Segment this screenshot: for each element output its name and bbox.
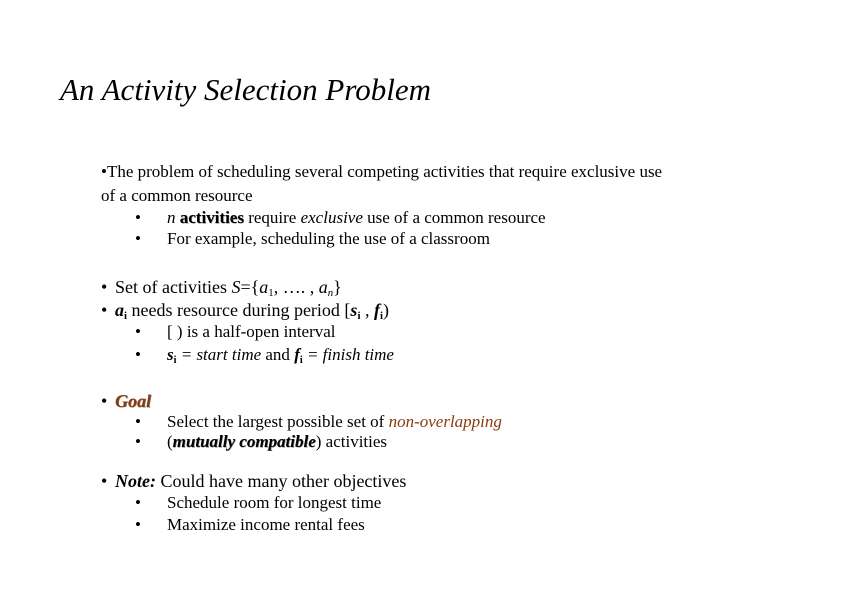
emphasis-activities: activities: [179, 208, 244, 227]
set-definition: • Set of activities $S=\{a_1$, …. , $a_n$}: [101, 277, 342, 300]
bullet-icon: •: [135, 229, 141, 248]
bullet-icon: •: [135, 322, 141, 341]
bullet-icon: •: [135, 412, 141, 431]
list-item: • (mutually compatible) activities: [135, 432, 388, 451]
bullet-icon: •: [101, 471, 108, 491]
bullet-icon: •: [101, 277, 108, 297]
bullet-icon: •: [135, 493, 141, 512]
bullet-icon: •: [135, 515, 141, 534]
list-item: • Maximize income rental fees: [135, 515, 365, 534]
page-title: An Activity Selection Problem: [60, 72, 432, 107]
list-item: • n activities require exclusive use of a common resource: [135, 208, 546, 227]
list-item: • For example, scheduling the use of a classroom: [135, 229, 490, 248]
list-item: • [ ) is a half-open interval: [135, 322, 336, 341]
list-item: • $s_i$ = start time and $f_i$ = finish time: [135, 345, 394, 367]
goal-heading: • Goal: [101, 391, 151, 411]
intro-line-1: •The problem of scheduling several competing activities that require exclusive use: [101, 162, 663, 181]
intro-line-2: of a common resource: [101, 186, 253, 205]
period-definition: • $a_i$ needs resource during period [$s_i$ , $f_i$): [101, 300, 389, 323]
bullet-icon: •: [135, 345, 141, 364]
bullet-icon: •: [135, 432, 141, 451]
bullet-icon: •: [135, 208, 141, 227]
bullet-icon: •: [101, 300, 108, 320]
list-item: • Schedule room for longest time: [135, 493, 382, 512]
note-line: • Note: Could have many other objectives: [101, 471, 407, 491]
list-item: • Select the largest possible set of non-overlapping: [135, 412, 502, 431]
bullet-icon: •: [101, 391, 108, 411]
